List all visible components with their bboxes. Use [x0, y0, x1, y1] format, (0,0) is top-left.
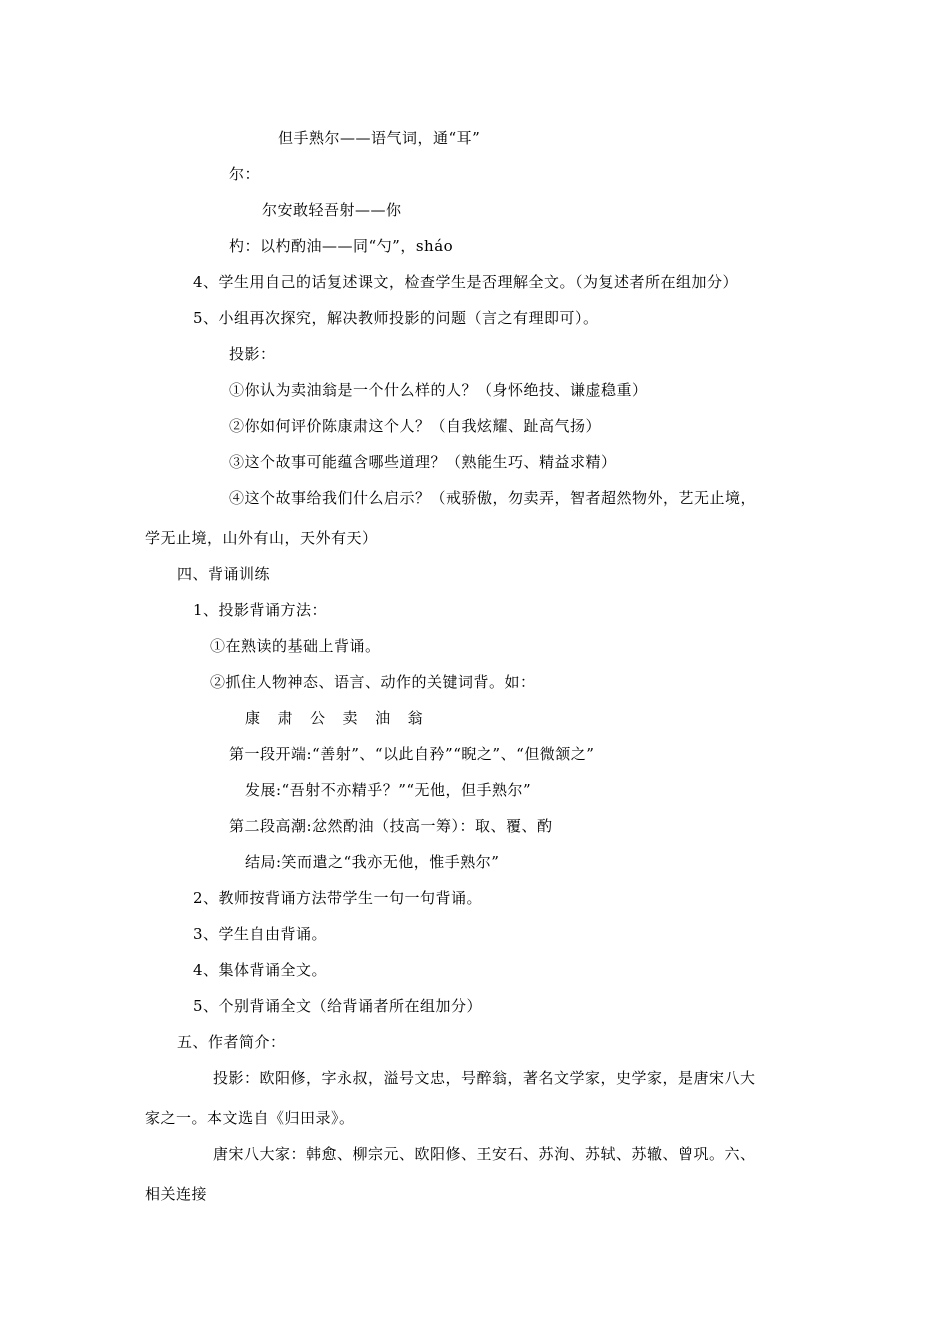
text-line: 结局:笑而遣之“我亦无他，惟手熟尔”	[245, 853, 500, 871]
section-heading: 五、作者简介：	[177, 1033, 286, 1051]
character-char: 公	[310, 709, 326, 727]
text-line: 学无止境，山外有山，天外有天）	[145, 529, 378, 547]
text-line: 相关连接	[145, 1185, 208, 1203]
text-line: 第二段高潮:忿然酌油（技高一筹）：取、覆、酌	[229, 817, 553, 835]
text-line: 4、集体背诵全文。	[193, 961, 328, 979]
character-names	[245, 708, 440, 728]
text-line: 杓：以杓酌油——同“勺”，sháo	[229, 237, 454, 255]
text-line: 唐宋八大家：韩愈、柳宗元、欧阳修、王安石、苏洵、苏轼、苏辙、曾巩。六、	[213, 1145, 756, 1163]
character-char: 翁	[407, 709, 424, 727]
text-line: 尔：	[229, 165, 261, 183]
text-line: ②抓住人物神态、语言、动作的关键词背。如：	[210, 673, 536, 691]
text-line: 5、小组再次探究，解决教师投影的问题（言之有理即可）。	[193, 309, 599, 327]
text-line: 家之一。本文选自《归田录》。	[145, 1109, 355, 1127]
text-line: ②你如何评价陈康肃这个人？（自我炫耀、趾高气扬）	[229, 417, 602, 435]
text-line: 第一段开端:“善射”、“以此自矜”“睨之”、“但微颔之”	[229, 745, 595, 763]
text-line: 投影：欧阳修，字永叔，溢号文忠，号醉翁，著名文学家，史学家，是唐宋八大	[213, 1069, 756, 1087]
section-heading: 四、背诵训练	[177, 565, 271, 583]
text-line: 2、教师按背诵方法带学生一句一句背诵。	[193, 889, 483, 907]
text-line: 5、个别背诵全文（给背诵者所在组加分）	[193, 997, 483, 1015]
text-line: ③这个故事可能蕴含哪些道理？（熟能生巧、精益求精）	[229, 453, 617, 471]
text-line: ④这个故事给我们什么启示？（戒骄傲，勿卖弄，智者超然物外，艺无止境，	[229, 489, 757, 507]
text-line: 投影：	[229, 345, 276, 363]
character-char: 康	[245, 709, 261, 727]
text-line: 3、学生自由背诵。	[193, 925, 328, 943]
text-line: ①在熟读的基础上背诵。	[210, 637, 381, 655]
text-line: 但手熟尔——语气词，通“耳”	[278, 129, 481, 147]
text-line: 4、学生用自己的话复述课文，检查学生是否理解全文。（为复述者所在组加分）	[193, 273, 739, 291]
text-line: 发展:“吾射不亦精乎？”“无他，但手熟尔”	[245, 781, 532, 799]
character-char: 卖	[342, 709, 359, 727]
text-line: 尔安敢轻吾射——你	[262, 201, 402, 219]
text-line: 1、投影背诵方法：	[193, 601, 328, 619]
character-char: 肃	[277, 709, 294, 727]
character-char: 油	[375, 709, 391, 727]
text-line: ①你认为卖油翁是一个什么样的人？（身怀绝技、谦虚稳重）	[229, 381, 648, 399]
